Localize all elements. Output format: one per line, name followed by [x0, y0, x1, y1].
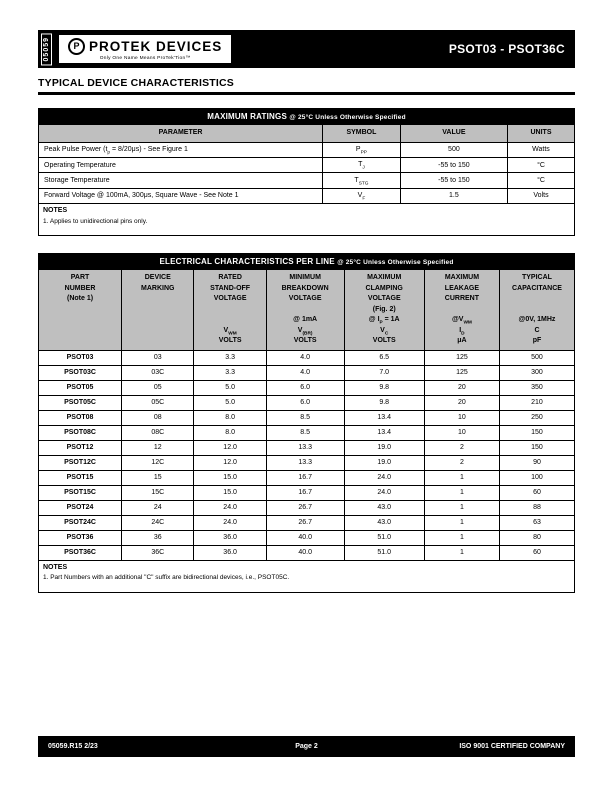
- max-ratings-body: [39, 142, 575, 204]
- table-cell: -55 to 150: [400, 173, 507, 188]
- table-row: [39, 410, 575, 425]
- table-cell: 4.0: [266, 350, 344, 365]
- table-row: [39, 545, 575, 560]
- table-cell: 24C: [122, 515, 194, 530]
- maximum-ratings-table: [38, 108, 575, 236]
- max-ratings-title-bar: [39, 109, 575, 125]
- col-header-breakdown-voltage: MINIMUM BREAKDOWN VOLTAGE @ 1mA $V_{(BR)}$ VOLTS: [266, 270, 344, 351]
- col-header-symbol: SYMBOL: [323, 125, 401, 143]
- table-cell: Operating Temperature: [39, 157, 323, 172]
- table-cell: 40.0: [266, 545, 344, 560]
- table-cell: Volts: [507, 188, 574, 203]
- table-cell: 05: [122, 380, 194, 395]
- col-header-device-marking: DEVICE MARKING: [122, 270, 194, 351]
- table-row: [39, 395, 575, 410]
- table-cell: 350: [499, 380, 574, 395]
- col-header-parameter: PARAMETER: [39, 125, 323, 143]
- table-cell: 20: [424, 380, 499, 395]
- table-row: [39, 455, 575, 470]
- table-cell: 150: [499, 440, 574, 455]
- electrical-title: ELECTRICAL CHARACTERISTICS PER LINE: [159, 257, 335, 267]
- table-cell: 51.0: [344, 545, 424, 560]
- table-cell: 5.0: [194, 380, 266, 395]
- table-cell: 9.8: [344, 395, 424, 410]
- table-cell: 24.0: [194, 515, 266, 530]
- table-cell: 24.0: [194, 500, 266, 515]
- part-number-cell: PSOT15C: [39, 485, 122, 500]
- table-cell: 15.0: [194, 470, 266, 485]
- notes-title: NOTES: [43, 207, 68, 215]
- part-number-cell: PSOT03: [39, 350, 122, 365]
- electrical-characteristics-table: [38, 253, 575, 593]
- table-cell: 16.7: [266, 470, 344, 485]
- table-cell: 150: [499, 425, 574, 440]
- part-number-cell: PSOT08: [39, 410, 122, 425]
- table-row: [39, 365, 575, 380]
- electrical-title-row: [39, 254, 575, 270]
- table-cell: 500: [499, 350, 574, 365]
- table-cell: 26.7: [266, 500, 344, 515]
- table-cell: 8.5: [266, 410, 344, 425]
- table-cell: 8.0: [194, 410, 266, 425]
- electrical-title-suffix: @ 25°C Unless Otherwise Specified: [337, 259, 454, 267]
- table-cell: 15C: [122, 485, 194, 500]
- table-row: [39, 515, 575, 530]
- table-cell: Storage Temperature: [39, 173, 323, 188]
- table-cell: 20: [424, 395, 499, 410]
- table-row: [39, 440, 575, 455]
- electrical-title-bar: [39, 254, 575, 270]
- table-cell: 12.0: [194, 455, 266, 470]
- max-ratings-notes-row: [39, 204, 575, 236]
- table-cell: 15: [122, 470, 194, 485]
- section-title: TYPICAL DEVICE CHARACTERISTICS: [38, 77, 234, 89]
- max-ratings-title-row: [39, 109, 575, 125]
- table-cell: 3.3: [194, 350, 266, 365]
- table-cell: $V_F$: [323, 188, 401, 203]
- part-number-cell: PSOT05: [39, 380, 122, 395]
- table-cell: 13.4: [344, 410, 424, 425]
- max-ratings-column-headers: [39, 125, 575, 143]
- protek-p-icon: P: [68, 38, 85, 55]
- footer-doc-revision: 05059.R15 2/23: [48, 743, 98, 750]
- doc-number-vertical: 05059: [41, 33, 52, 65]
- table-cell: 03C: [122, 365, 194, 380]
- table-row: [39, 380, 575, 395]
- part-number-cell: PSOT05C: [39, 395, 122, 410]
- col-header-leakage-current: MAXIMUM LEAKAGE CURRENT $@V_{WM}$ $I_D$ μA: [424, 270, 499, 351]
- table-row: [39, 142, 575, 157]
- table-cell: 88: [499, 500, 574, 515]
- table-cell: 1: [424, 470, 499, 485]
- brand-tagline: Only One Name Means ProTek'Tion™: [99, 56, 191, 61]
- table-cell: 6.5: [344, 350, 424, 365]
- table-cell: 1: [424, 515, 499, 530]
- table-cell: 5.0: [194, 395, 266, 410]
- table-cell: $T_J$: [323, 157, 401, 172]
- table-cell: 60: [499, 485, 574, 500]
- table-cell: 08: [122, 410, 194, 425]
- table-cell: 24.0: [344, 470, 424, 485]
- table-cell: 3.3: [194, 365, 266, 380]
- table-cell: 26.7: [266, 515, 344, 530]
- section-title-rule: [38, 92, 575, 95]
- table-cell: -55 to 150: [400, 157, 507, 172]
- max-ratings-notes: [39, 204, 575, 236]
- table-cell: 16.7: [266, 485, 344, 500]
- protek-logo: [59, 35, 231, 63]
- table-cell: 1.5: [400, 188, 507, 203]
- brand-name: PROTEK DEVICES: [89, 39, 223, 54]
- electrical-table-body: [39, 350, 575, 560]
- footer-page-number: Page 2: [295, 743, 318, 750]
- electrical-notes: [39, 560, 575, 592]
- table-cell: 9.8: [344, 380, 424, 395]
- table-cell: 15.0: [194, 485, 266, 500]
- table-cell: 125: [424, 365, 499, 380]
- table-cell: 8.0: [194, 425, 266, 440]
- table-cell: 2: [424, 455, 499, 470]
- table-cell: 13.4: [344, 425, 424, 440]
- notes-title: NOTES: [43, 563, 68, 571]
- note-line: 1. Part Numbers with an additional "C" suffix are bidirectional devices, i.e., PSOT05C.: [43, 574, 290, 582]
- part-number-cell: PSOT03C: [39, 365, 122, 380]
- table-cell: $P_{PP}$: [323, 142, 401, 157]
- table-cell: 6.0: [266, 395, 344, 410]
- table-cell: 36.0: [194, 545, 266, 560]
- table-cell: 100: [499, 470, 574, 485]
- table-cell: 60: [499, 545, 574, 560]
- table-cell: Peak Pulse Power $(t_p = 8/20\mu s)$ - See Figure 1: [39, 142, 323, 157]
- table-cell: 43.0: [344, 500, 424, 515]
- table-cell: 10: [424, 425, 499, 440]
- footer-iso-certification: ISO 9001 CERTIFIED COMPANY: [459, 743, 565, 750]
- col-header-standoff-voltage: RATED STAND-OFF VOLTAGE $V_{WM}$ VOLTS: [194, 270, 266, 351]
- part-number-cell: PSOT12C: [39, 455, 122, 470]
- header-bar: [38, 30, 575, 68]
- table-cell: 36.0: [194, 530, 266, 545]
- table-cell: 80: [499, 530, 574, 545]
- table-cell: 51.0: [344, 530, 424, 545]
- table-row: [39, 530, 575, 545]
- table-cell: 300: [499, 365, 574, 380]
- col-header-value: VALUE: [400, 125, 507, 143]
- col-header-capacitance: TYPICAL CAPACITANCE @0V, 1MHz C pF: [499, 270, 574, 351]
- part-range-title: PSOT03 - PSOT36C: [448, 42, 565, 56]
- table-row: [39, 425, 575, 440]
- table-cell: 4.0: [266, 365, 344, 380]
- table-cell: 8.5: [266, 425, 344, 440]
- part-number-cell: PSOT36: [39, 530, 122, 545]
- table-row: [39, 188, 575, 203]
- table-cell: 90: [499, 455, 574, 470]
- page-content: [38, 30, 575, 593]
- table-cell: °C: [507, 157, 574, 172]
- part-number-cell: PSOT08C: [39, 425, 122, 440]
- table-cell: 36C: [122, 545, 194, 560]
- table-cell: 03: [122, 350, 194, 365]
- col-header-units: UNITS: [507, 125, 574, 143]
- table-row: [39, 157, 575, 172]
- table-cell: 210: [499, 395, 574, 410]
- table-cell: $T_{STG}$: [323, 173, 401, 188]
- table-row: [39, 173, 575, 188]
- table-cell: 40.0: [266, 530, 344, 545]
- table-cell: 2: [424, 440, 499, 455]
- table-cell: 08C: [122, 425, 194, 440]
- part-number-cell: PSOT24: [39, 500, 122, 515]
- part-number-cell: PSOT12: [39, 440, 122, 455]
- table-cell: 63: [499, 515, 574, 530]
- table-cell: 500: [400, 142, 507, 157]
- table-cell: 43.0: [344, 515, 424, 530]
- part-number-cell: PSOT24C: [39, 515, 122, 530]
- col-header-part-number: PART NUMBER (Note 1): [39, 270, 122, 351]
- table-cell: 125: [424, 350, 499, 365]
- table-cell: 24.0: [344, 485, 424, 500]
- table-cell: 12.0: [194, 440, 266, 455]
- max-ratings-title-suffix: @ 25°C Unless Otherwise Specified: [289, 114, 406, 121]
- electrical-notes-row: [39, 560, 575, 592]
- logo-row: [68, 38, 222, 55]
- table-cell: 12: [122, 440, 194, 455]
- table-cell: 13.3: [266, 440, 344, 455]
- table-cell: 19.0: [344, 455, 424, 470]
- table-cell: 10: [424, 410, 499, 425]
- table-cell: 1: [424, 500, 499, 515]
- col-header-clamping-voltage: MAXIMUM CLAMPING VOLTAGE (Fig. 2) @ $I_P = 1A$ $V_C$ VOLTS: [344, 270, 424, 351]
- table-cell: 24: [122, 500, 194, 515]
- table-cell: 13.3: [266, 455, 344, 470]
- table-row: [39, 485, 575, 500]
- table-cell: 1: [424, 545, 499, 560]
- footer-bar: [38, 736, 575, 757]
- table-cell: 1: [424, 485, 499, 500]
- table-cell: 7.0: [344, 365, 424, 380]
- electrical-column-headers: [39, 270, 575, 351]
- table-cell: °C: [507, 173, 574, 188]
- table-cell: Watts: [507, 142, 574, 157]
- table-row: [39, 500, 575, 515]
- table-cell: 1: [424, 530, 499, 545]
- table-cell: Forward Voltage @ 100mA, 300μs, Square Wave - See Note 1: [39, 188, 323, 203]
- note-line: 1. Applies to unidirectional pins only.: [43, 217, 148, 225]
- max-ratings-title: MAXIMUM RATINGS: [207, 112, 287, 121]
- table-cell: 6.0: [266, 380, 344, 395]
- table-cell: 05C: [122, 395, 194, 410]
- table-cell: 19.0: [344, 440, 424, 455]
- table-cell: 12C: [122, 455, 194, 470]
- table-cell: 36: [122, 530, 194, 545]
- part-number-cell: PSOT36C: [39, 545, 122, 560]
- table-row: [39, 470, 575, 485]
- table-cell: 250: [499, 410, 574, 425]
- table-row: [39, 350, 575, 365]
- part-number-cell: PSOT15: [39, 470, 122, 485]
